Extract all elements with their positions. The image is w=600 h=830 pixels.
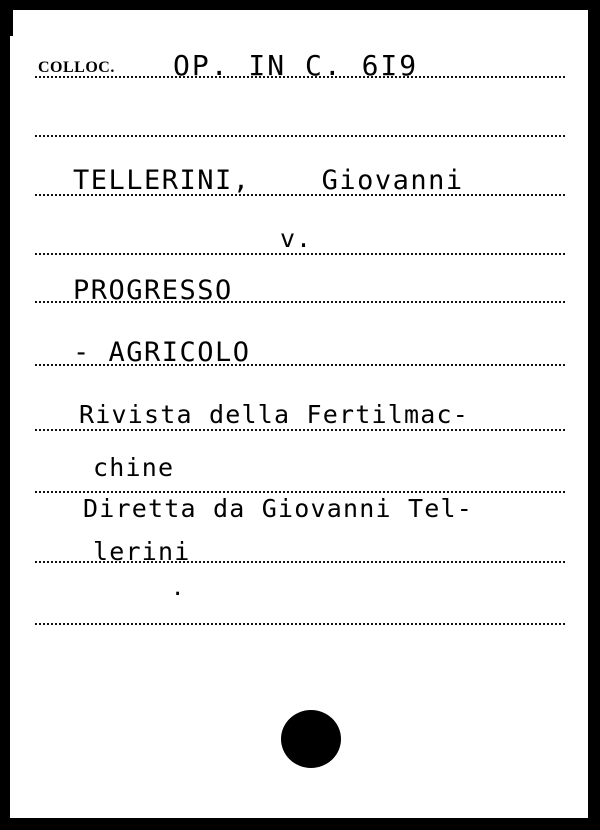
rule-line-2: [35, 135, 565, 137]
call-number-value: OP. IN C. 6I9: [173, 49, 419, 82]
stray-ink-mark: .: [171, 576, 186, 601]
card-sheet: [13, 10, 588, 818]
title-line-1: PROGRESSO: [73, 275, 233, 306]
note-line-2-continuation: lerini: [93, 537, 191, 566]
author-heading: TELLERINI, Giovanni: [73, 165, 464, 196]
rule-line-8: [35, 491, 565, 493]
card-frame-right-edge: [588, 0, 600, 830]
note-line-1: Rivista della Fertilmac-: [79, 400, 470, 429]
note-line-2: Diretta da Giovanni Tel-: [83, 494, 474, 523]
rule-line-10: [35, 623, 565, 625]
punch-hole-mark: [281, 710, 341, 768]
collocation-label: COLLOC.: [38, 59, 115, 76]
rule-line-7: [35, 429, 565, 431]
title-line-2: - AGRICOLO: [73, 337, 251, 368]
card-frame-bottom-edge: [0, 818, 600, 830]
versus-marker: v.: [280, 224, 313, 253]
card-frame-left-edge: [0, 0, 10, 830]
card-frame-top-edge: [0, 0, 600, 10]
note-line-1-continuation: chine: [93, 453, 175, 482]
rule-line-4: [35, 253, 565, 255]
